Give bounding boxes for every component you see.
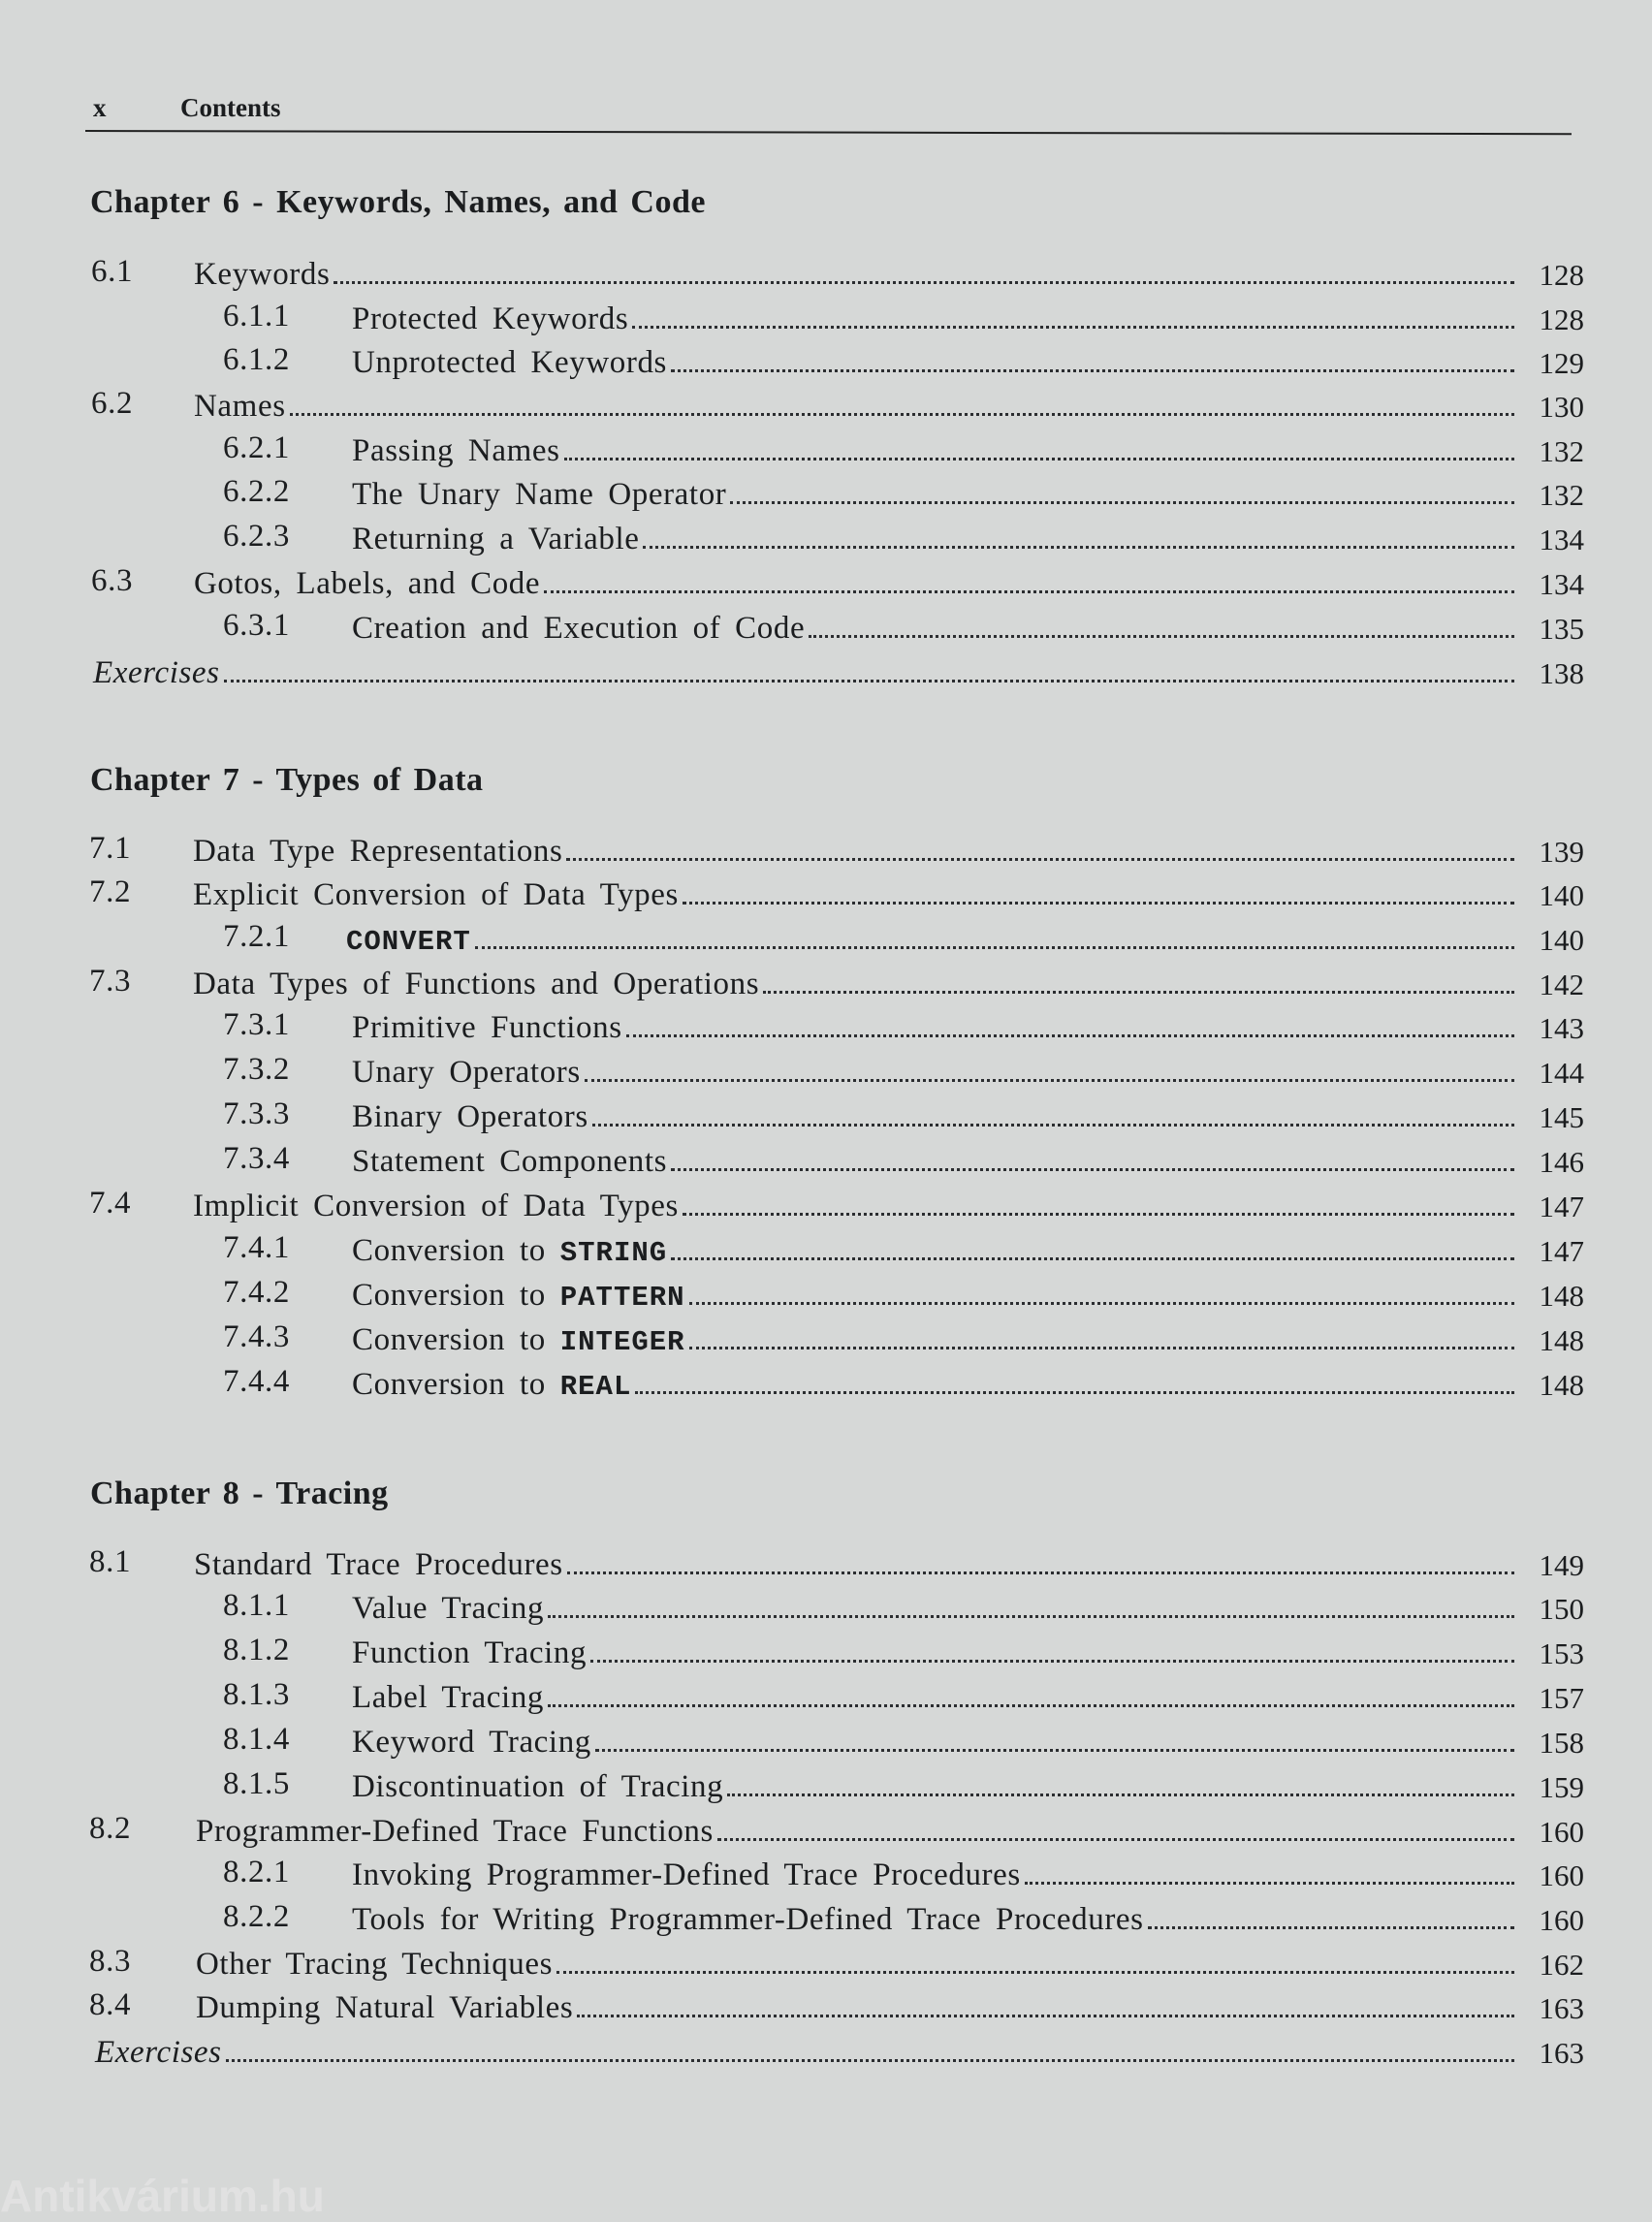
watermark: Antikvárium.hu	[0, 2171, 325, 2221]
toc-entry	[223, 1319, 1584, 1358]
section-title: Keyword Tracing	[352, 1725, 591, 1760]
section-title: Data Type Representations	[193, 834, 563, 869]
section-title: Standard Trace Procedures	[194, 1547, 563, 1582]
section-title: Primitive Functions	[352, 1010, 622, 1045]
dot-leader	[590, 1633, 1514, 1663]
toc-entry	[89, 1186, 1584, 1224]
section-title: Programmer-Defined Trace Functions	[196, 1814, 714, 1849]
page-number: 162	[1539, 1948, 1584, 1982]
section-number: 7.2	[89, 874, 132, 909]
page-number: 139	[1539, 835, 1584, 869]
section-number: 7.3	[89, 964, 132, 999]
dot-leader	[226, 2032, 1514, 2062]
toc-entry	[223, 519, 1584, 557]
section-title	[352, 1233, 667, 1269]
page-number: 138	[1539, 656, 1584, 690]
dot-leader	[671, 1230, 1514, 1260]
page-number: 147	[1539, 1190, 1584, 1223]
section-number: 7.4.3	[223, 1319, 290, 1354]
dot-leader	[224, 652, 1514, 682]
section-title: Unprotected Keywords	[352, 345, 667, 380]
dot-leader	[1025, 1855, 1514, 1885]
dot-leader	[577, 1987, 1514, 2017]
page-number: 134	[1539, 567, 1584, 601]
toc-entry	[223, 1722, 1584, 1761]
section-number: 7.4.2	[223, 1275, 290, 1310]
page-number: 129	[1539, 346, 1584, 380]
page-number: 153	[1539, 1636, 1584, 1670]
section-title: Invoking Programmer-Defined Trace Procedures	[352, 1857, 1021, 1892]
section-number: 6.1.1	[223, 299, 290, 333]
dot-leader	[544, 563, 1514, 593]
section-number: 8.2.2	[223, 1899, 290, 1934]
exercises-title: Exercises	[93, 655, 220, 690]
toc-entry	[89, 1944, 1584, 1983]
toc-entry	[223, 1141, 1584, 1180]
toc-entry	[223, 1855, 1584, 1893]
toc-entry	[223, 1275, 1584, 1314]
section-title: Protected Keywords	[352, 302, 629, 336]
toc-entry	[223, 1230, 1584, 1269]
section-number: 6.3	[91, 563, 134, 598]
section-number: 8.2	[89, 1811, 132, 1846]
section-title	[352, 1322, 685, 1358]
data-type-code: PATTERN	[559, 1282, 685, 1314]
dot-leader	[475, 919, 1514, 949]
page-number: 135	[1539, 612, 1584, 646]
section-title	[352, 1278, 685, 1314]
section-title-text: Conversion to	[352, 1233, 546, 1268]
section-title: Keywords	[194, 257, 331, 292]
page-number: 145	[1539, 1100, 1584, 1134]
dot-leader	[635, 1364, 1514, 1394]
section-number: 6.1.2	[223, 342, 290, 377]
dot-leader	[689, 1275, 1514, 1305]
toc-entry	[91, 254, 1584, 293]
section-number: 8.2.1	[223, 1855, 290, 1889]
page-number: 140	[1539, 878, 1584, 912]
section-title: Tools for Writing Programmer-Defined Trace Procedures	[352, 1902, 1144, 1937]
dot-leader	[717, 1811, 1514, 1841]
page-header	[93, 93, 1572, 136]
page-number: 160	[1539, 1815, 1584, 1849]
dot-leader	[727, 1766, 1514, 1796]
section-title: Names	[194, 389, 286, 424]
page-number: 159	[1539, 1770, 1584, 1804]
running-title: Contents	[180, 93, 281, 122]
section-title: Dumping Natural Variables	[196, 1990, 574, 2025]
toc-entry	[91, 563, 1584, 602]
section-title: CONVERT	[346, 926, 471, 958]
section-title: Label Tracing	[352, 1680, 545, 1715]
toc-entry	[89, 874, 1584, 913]
page-number: 128	[1539, 258, 1584, 292]
section-title: Binary Operators	[352, 1099, 588, 1134]
toc-entry	[223, 1007, 1584, 1046]
section-number: 6.2.2	[223, 474, 290, 509]
dot-leader	[548, 1588, 1514, 1618]
dot-leader	[683, 1186, 1514, 1216]
section-number: 8.1	[89, 1544, 132, 1579]
page-number: 146	[1539, 1145, 1584, 1179]
dot-leader	[548, 1677, 1514, 1707]
data-type-code: INTEGER	[559, 1326, 685, 1358]
page-number: 143	[1539, 1011, 1584, 1045]
toc-entry	[223, 1588, 1584, 1627]
chapter-heading: Chapter 7 - Types of Data	[90, 762, 484, 798]
dot-leader	[626, 1007, 1514, 1037]
dot-leader	[809, 608, 1514, 638]
header-rule	[85, 130, 1572, 135]
section-title: Passing Names	[352, 433, 560, 468]
toc-entry	[223, 1677, 1584, 1716]
page-number: 150	[1539, 1592, 1584, 1626]
toc-entry	[93, 652, 1584, 691]
data-type-code: REAL	[559, 1371, 632, 1403]
page-number: 148	[1539, 1279, 1584, 1313]
section-title: Implicit Conversion of Data Types	[193, 1189, 679, 1223]
section-title-text: Conversion to	[352, 1322, 546, 1357]
chapter-heading: Chapter 8 - Tracing	[90, 1476, 389, 1511]
dot-leader	[632, 299, 1514, 329]
section-number: 6.3.1	[223, 608, 290, 643]
page-number: 148	[1539, 1368, 1584, 1402]
toc-entry	[223, 608, 1584, 647]
section-number: 7.4.1	[223, 1230, 290, 1265]
page-number: 144	[1539, 1056, 1584, 1090]
page-number: 158	[1539, 1726, 1584, 1760]
toc-entry	[89, 1544, 1584, 1583]
section-number: 8.3	[89, 1944, 132, 1979]
toc-entry	[223, 1364, 1584, 1403]
data-type-code: STRING	[559, 1237, 668, 1269]
toc-entry	[223, 1633, 1584, 1671]
dot-leader	[595, 1722, 1514, 1752]
dot-leader	[671, 342, 1514, 372]
dot-leader	[643, 519, 1514, 549]
section-title: Discontinuation of Tracing	[352, 1769, 724, 1804]
toc-entry	[89, 831, 1584, 870]
dot-leader	[763, 964, 1514, 994]
page-number-roman: x	[93, 93, 107, 122]
page-number: 163	[1539, 1991, 1584, 2025]
toc-entry	[223, 919, 1584, 958]
section-title: Value Tracing	[352, 1591, 545, 1626]
page-number: 160	[1539, 1858, 1584, 1892]
section-number: 6.1	[91, 254, 134, 289]
section-title: The Unary Name Operator	[352, 477, 727, 512]
section-number: 7.3.2	[223, 1052, 290, 1087]
toc-entry	[89, 964, 1584, 1002]
section-title: Data Types of Functions and Operations	[193, 967, 760, 1001]
section-title: Returning a Variable	[352, 522, 640, 556]
section-title: Gotos, Labels, and Code	[194, 566, 541, 601]
section-number: 8.1.5	[223, 1766, 290, 1801]
dot-leader	[683, 874, 1514, 905]
page-number: 147	[1539, 1234, 1584, 1268]
dot-leader	[592, 1096, 1514, 1127]
toc-entry	[89, 1811, 1584, 1850]
section-number: 8.1.3	[223, 1677, 290, 1712]
dot-leader	[564, 430, 1514, 460]
dot-leader	[566, 831, 1514, 861]
page-number: 148	[1539, 1323, 1584, 1357]
section-number: 7.3.4	[223, 1141, 290, 1176]
page-number: 163	[1539, 2036, 1584, 2070]
section-number: 6.2.1	[223, 430, 290, 465]
section-number: 8.1.4	[223, 1722, 290, 1757]
toc-entry	[223, 1899, 1584, 1938]
dot-leader	[689, 1319, 1514, 1349]
section-title-text: Conversion to	[352, 1278, 546, 1313]
section-number: 7.2.1	[223, 919, 290, 954]
toc-entry	[223, 1052, 1584, 1091]
section-title: Function Tracing	[352, 1635, 588, 1670]
section-title: Other Tracing Techniques	[196, 1947, 554, 1982]
section-number: 8.1.2	[223, 1633, 290, 1667]
dot-leader	[1148, 1899, 1514, 1929]
section-title	[352, 1367, 631, 1403]
page-number: 142	[1539, 968, 1584, 1001]
page-number: 160	[1539, 1903, 1584, 1937]
section-title-text: Conversion to	[352, 1367, 546, 1402]
section-number: 7.1	[89, 831, 132, 866]
page-number: 157	[1539, 1681, 1584, 1715]
dot-leader	[567, 1544, 1514, 1574]
page-number: 134	[1539, 523, 1584, 556]
section-number: 8.1.1	[223, 1588, 290, 1623]
section-number: 8.4	[89, 1987, 132, 2022]
page-number: 130	[1539, 390, 1584, 424]
section-title: Creation and Execution of Code	[352, 611, 806, 646]
section-number: 7.3.3	[223, 1096, 290, 1131]
dot-leader	[290, 386, 1514, 416]
toc-entry	[223, 474, 1584, 513]
exercises-title: Exercises	[95, 2035, 222, 2070]
section-number: 6.2.3	[223, 519, 290, 554]
page-number: 132	[1539, 478, 1584, 512]
page-number: 140	[1539, 923, 1584, 957]
chapter-heading: Chapter 6 - Keywords, Names, and Code	[90, 184, 706, 220]
toc-entry	[223, 299, 1584, 337]
section-title: Unary Operators	[352, 1055, 581, 1090]
section-number: 7.4.4	[223, 1364, 290, 1399]
dot-leader	[585, 1052, 1514, 1082]
toc-entry	[95, 2032, 1584, 2071]
page-number: 132	[1539, 434, 1584, 468]
toc-entry	[89, 1987, 1584, 2026]
section-number: 7.4	[89, 1186, 132, 1221]
dot-leader	[671, 1141, 1514, 1171]
toc-entry	[223, 1096, 1584, 1135]
section-title: Explicit Conversion of Data Types	[193, 877, 679, 912]
toc-entry	[223, 342, 1584, 381]
section-number: 6.2	[91, 386, 134, 421]
dot-leader	[334, 254, 1514, 284]
toc-entry	[91, 386, 1584, 425]
page-number: 128	[1539, 302, 1584, 336]
dot-leader	[556, 1944, 1514, 1974]
toc-entry	[223, 430, 1584, 469]
toc-entry	[223, 1766, 1584, 1805]
section-number: 7.3.1	[223, 1007, 290, 1042]
dot-leader	[730, 474, 1514, 504]
section-title: Statement Components	[352, 1144, 668, 1179]
page-number: 149	[1539, 1548, 1584, 1582]
